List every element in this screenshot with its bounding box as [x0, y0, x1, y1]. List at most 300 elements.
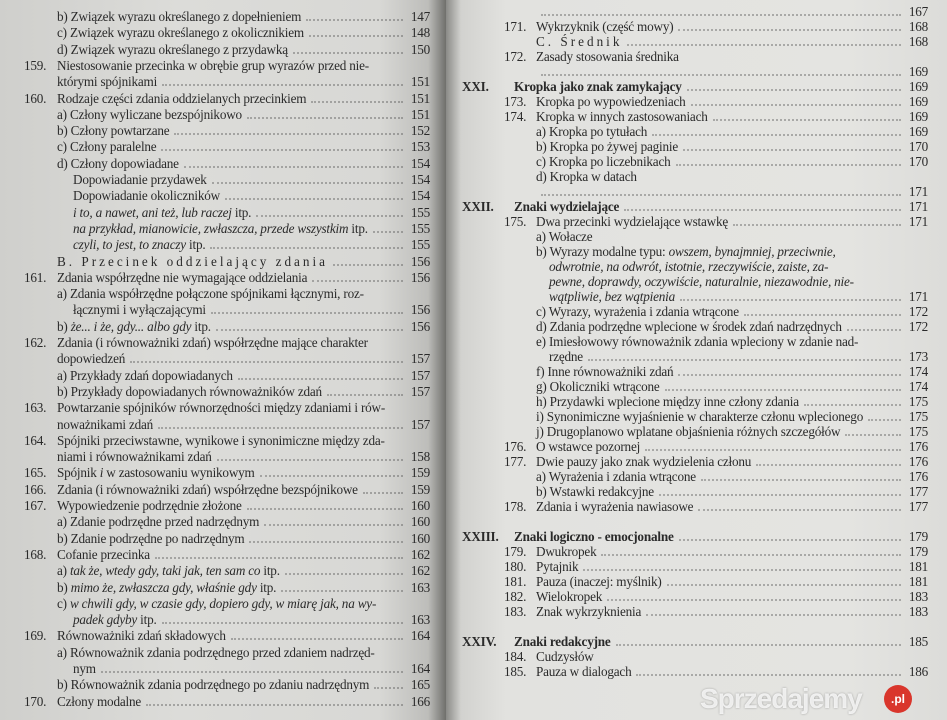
- dot-leader: [327, 394, 403, 396]
- entry-title: [57, 628, 226, 643]
- dot-leader: [845, 434, 901, 436]
- entry-title: [57, 694, 141, 709]
- entry-title: [536, 19, 673, 34]
- entry-title: [57, 368, 233, 383]
- entry-text-suffix: itp.: [256, 579, 277, 595]
- entry-title: [57, 580, 276, 595]
- entry-text: Zasady stosowania średnika: [536, 49, 679, 64]
- entry-text: Spójnik: [57, 465, 100, 481]
- toc-entry: [73, 661, 430, 676]
- toc-entry: [536, 394, 928, 409]
- entry-text: j) Drugoplanowo wplatane objaśnienia różnych szczegółów: [536, 424, 841, 439]
- page-number: 179: [908, 544, 928, 559]
- entry-text: a) Człony wyliczane bezspójnikowo: [57, 106, 242, 122]
- page-number: 177: [908, 499, 928, 514]
- entry-title: [514, 79, 682, 94]
- entry-title: [514, 529, 674, 544]
- watermark-badge: .pl: [884, 685, 912, 713]
- entry-text: b) Związek wyrazu określanego z dopełnieniem: [57, 9, 302, 24]
- entry-text: d) Zdania podrzędne wplecione w środek zdań nadrzędnych: [536, 319, 842, 334]
- entry-title: [57, 514, 259, 529]
- entry-number: 174.: [504, 109, 527, 124]
- dot-leader: [744, 314, 901, 316]
- toc-chapter-heading: [462, 634, 928, 649]
- toc-entry: [24, 90, 430, 106]
- page-number: 171: [908, 289, 928, 304]
- entry-number: 182.: [504, 589, 527, 604]
- toc-entry: [536, 244, 928, 259]
- dot-leader: [216, 329, 403, 331]
- entry-text: b) Równoważnik zdania podrzędnego po zdaniu nadrzędnym: [57, 677, 370, 693]
- entry-title: [536, 574, 662, 589]
- entry-title: [536, 109, 708, 124]
- page-number: 179: [908, 529, 928, 544]
- dot-leader: [583, 569, 901, 571]
- dot-leader: [161, 149, 403, 151]
- page-number: 172: [908, 304, 928, 319]
- toc-entry: [504, 649, 928, 664]
- entry-italic-text: czyli, to jest, to znaczy: [73, 237, 186, 253]
- toc-entry: [536, 154, 928, 169]
- dot-leader: [698, 509, 901, 511]
- page-number: 154: [410, 172, 430, 187]
- entry-number: 177.: [504, 454, 527, 469]
- dot-leader: [667, 584, 901, 586]
- entry-text: łącznymi i wyłączającymi: [73, 302, 206, 318]
- entry-title: [536, 664, 631, 679]
- dot-leader: [374, 687, 403, 689]
- page-number: 170: [908, 154, 928, 169]
- toc-entry: [536, 424, 928, 439]
- dot-leader: [231, 638, 403, 640]
- dot-leader: [678, 29, 901, 31]
- entry-title: [57, 596, 376, 611]
- entry-text: Kropka po wypowiedzeniach: [536, 94, 686, 109]
- page-number: 153: [410, 139, 430, 155]
- page-number: 151: [410, 106, 430, 122]
- entry-text: b) Wyrazy modalne typu:: [536, 244, 669, 259]
- page-number: 157: [410, 383, 430, 399]
- entry-number: XXI.: [462, 79, 489, 94]
- toc-entry: [536, 34, 928, 49]
- toc-chapter-heading: [462, 199, 928, 214]
- entry-title: [536, 559, 578, 574]
- entry-text: e) Imiesłowowy równoważnik zdania wpleciony w zdanie nad-: [536, 334, 859, 349]
- toc-entry: [24, 498, 430, 513]
- toc-entry: [57, 254, 430, 269]
- dot-leader: [256, 215, 403, 217]
- page-number: 158: [410, 449, 430, 465]
- entry-title: [536, 544, 596, 559]
- toc-entry: [57, 319, 430, 334]
- entry-title: [536, 484, 654, 499]
- entry-title: [57, 645, 375, 660]
- entry-title: [514, 634, 611, 649]
- toc-entry: [536, 124, 928, 139]
- dot-leader: [162, 622, 403, 624]
- entry-title: [536, 244, 836, 259]
- entry-title: [73, 205, 251, 220]
- entry-text: rzędne: [549, 349, 583, 364]
- toc-entry: [504, 544, 928, 559]
- entry-title: [57, 270, 307, 285]
- entry-text: Wielokropek: [536, 589, 603, 604]
- dot-leader: [652, 134, 901, 136]
- toc-entry: [536, 229, 928, 244]
- dot-leader: [174, 133, 403, 135]
- entry-title: [536, 94, 686, 109]
- entry-text: Cofanie przecinka: [57, 546, 150, 562]
- page-number: 155: [410, 220, 430, 236]
- entry-text: a): [57, 563, 70, 579]
- toc-entry: [536, 139, 928, 154]
- entry-title: [536, 469, 696, 484]
- toc-entry: [73, 221, 430, 236]
- entry-title: [536, 454, 751, 469]
- page-number: 183: [908, 604, 928, 619]
- page-number: 166: [410, 693, 430, 709]
- dot-leader: [659, 494, 901, 496]
- entry-title: [536, 34, 622, 49]
- dot-leader: [733, 224, 901, 226]
- page-number: 174: [908, 364, 928, 379]
- entry-title: [57, 139, 156, 154]
- entry-number: 185.: [504, 664, 527, 679]
- page-number: 160: [410, 530, 430, 546]
- toc-entry: [536, 319, 928, 334]
- page-number: 156: [410, 253, 430, 269]
- page-number: 186: [908, 664, 928, 679]
- toc-entry: [504, 109, 928, 124]
- dot-leader: [311, 101, 403, 103]
- entry-title: [57, 25, 304, 40]
- page-number: 157: [410, 367, 430, 383]
- entry-title: [57, 400, 385, 415]
- toc-entry: [536, 409, 928, 424]
- dot-leader: [687, 89, 901, 91]
- toc-entry: [57, 449, 430, 464]
- entry-text: Kropka jako znak zamykający: [514, 79, 682, 94]
- entry-text: Pauza w dialogach: [536, 664, 632, 679]
- entry-text: c): [57, 595, 70, 611]
- toc-entry: [504, 214, 928, 229]
- entry-text: Pauza (inaczej: myślnik): [536, 574, 662, 589]
- entry-number: 175.: [504, 214, 527, 229]
- entry-italic-text: pewne, doprawdy, oczywiście, naturalnie, niezawodnie, nie-: [549, 274, 854, 289]
- toc-entry: [504, 439, 928, 454]
- entry-title: [536, 154, 671, 169]
- entry-number: 165.: [24, 465, 47, 481]
- entry-text: f) Inne równoważniki zdań: [536, 364, 674, 379]
- entry-title: [536, 424, 840, 439]
- dot-leader: [309, 35, 403, 37]
- dot-leader: [624, 209, 901, 211]
- entry-italic-text: odwrotnie, na odwrót, istotnie, rzeczywiście, zaiste, za-: [549, 259, 829, 274]
- entry-text: d) Kropka w datach: [536, 169, 637, 184]
- page-number: 162: [410, 546, 430, 562]
- page-number: 171: [908, 214, 928, 229]
- toc-entry: [57, 286, 430, 301]
- entry-title: [57, 498, 242, 513]
- dot-leader: [588, 359, 901, 361]
- toc-entry: [57, 351, 430, 366]
- dot-leader: [373, 231, 403, 233]
- page-number: 176: [908, 469, 928, 484]
- dot-leader: [804, 404, 901, 406]
- toc-entry: [57, 156, 430, 171]
- toc-entry: [57, 645, 430, 660]
- entry-title: [536, 319, 842, 334]
- entry-title: [57, 123, 169, 138]
- dot-leader: [616, 644, 901, 646]
- entry-number: 184.: [504, 649, 527, 664]
- toc-entry: [549, 349, 928, 364]
- toc-entry: [73, 172, 430, 187]
- dot-leader: [679, 539, 901, 541]
- dot-leader: [247, 508, 403, 510]
- dot-leader: [363, 492, 403, 494]
- toc-entry: [536, 4, 928, 19]
- entry-title: [536, 124, 647, 139]
- dot-leader: [210, 247, 403, 249]
- page-number: 185: [908, 634, 928, 649]
- entry-italic-text: że... i że, gdy... albo gdy: [70, 318, 192, 334]
- toc-entry: [504, 589, 928, 604]
- toc-entry: [57, 677, 430, 692]
- toc-entry: [57, 514, 430, 529]
- entry-italic-text: na przykład, mianowicie, zwłaszcza, przede wszystkim: [73, 220, 349, 236]
- entry-text-suffix: itp.: [137, 612, 157, 628]
- page-number: 151: [410, 90, 430, 106]
- page-number: 173: [908, 349, 928, 364]
- page-number: 169: [908, 64, 928, 79]
- toc-entry: [73, 205, 430, 220]
- toc-entry: [549, 289, 928, 304]
- toc-entry: [24, 432, 430, 448]
- entry-title: [57, 482, 358, 497]
- entry-title: [73, 172, 207, 187]
- dot-leader: [212, 182, 403, 184]
- page-number: 150: [410, 41, 430, 57]
- toc-entry: [57, 580, 430, 595]
- page-number: 169: [908, 79, 928, 94]
- entry-title: [57, 384, 322, 399]
- entry-title: [57, 547, 150, 562]
- dot-leader: [541, 14, 901, 16]
- page-number: 181: [908, 559, 928, 574]
- entry-number: 167.: [24, 498, 47, 513]
- entry-title: [536, 409, 863, 424]
- entry-text: którymi spójnikami: [57, 74, 158, 90]
- page-number: 154: [410, 188, 430, 204]
- entry-italic-text: padek gdyby: [73, 612, 138, 628]
- toc-entry: [504, 664, 928, 679]
- entry-title: [57, 58, 369, 73]
- dot-leader: [184, 166, 403, 168]
- dot-leader: [249, 541, 403, 543]
- dot-leader: [868, 419, 901, 421]
- entry-title: [536, 304, 739, 319]
- dot-leader: [627, 44, 901, 46]
- entry-text: b) Kropka po żywej paginie: [536, 139, 679, 154]
- dot-leader: [146, 704, 403, 706]
- dot-leader: [285, 573, 403, 575]
- toc-entry: [24, 269, 430, 285]
- entry-text: Zdania współrzędne nie wymagające oddzielania: [57, 269, 308, 285]
- toc-entry: [549, 274, 928, 289]
- toc-entry: [504, 574, 928, 589]
- toc-entry: [57, 139, 430, 154]
- dot-leader: [665, 389, 901, 391]
- entry-text: Znaki wydzielające: [514, 199, 620, 214]
- page-number: 171: [908, 184, 928, 199]
- entry-title: [57, 335, 368, 350]
- entry-title: [536, 649, 594, 664]
- entry-text: Niestosowanie przecinka w obrębie grup wyrazów przed nie-: [57, 57, 369, 73]
- toc-entry: [57, 123, 430, 138]
- entry-text: noważnikami zdań: [57, 416, 154, 432]
- entry-text: nym: [73, 661, 96, 676]
- entry-title: [536, 229, 592, 244]
- entry-text-suffix: itp.: [348, 220, 368, 236]
- entry-number: 163.: [24, 400, 47, 416]
- dot-leader: [701, 479, 901, 481]
- page-number: 170: [908, 139, 928, 154]
- page-number: 183: [908, 589, 928, 604]
- entry-number: 161.: [24, 269, 47, 285]
- dot-leader: [646, 614, 901, 616]
- dot-leader: [636, 674, 901, 676]
- toc-entry: [57, 563, 430, 578]
- entry-number: 169.: [24, 628, 47, 644]
- toc-entry: [504, 559, 928, 574]
- page-number: 157: [410, 416, 430, 432]
- entry-italic-text: i to, a nawet, ani też, lub raczej: [73, 204, 232, 220]
- page-number: 157: [410, 351, 430, 367]
- entry-text-suffix: itp.: [191, 318, 211, 334]
- entry-text-suffix: w zastosowaniu wynikowym: [103, 465, 255, 481]
- entry-text: a) Zdania współrzędne połączone spójnikami łącznymi, roz-: [57, 286, 364, 302]
- entry-text: Znaki redakcyjne: [514, 634, 611, 649]
- entry-title: [57, 156, 179, 171]
- toc-entry: [24, 693, 430, 709]
- toc-entry: [536, 334, 928, 349]
- page-number: 156: [410, 269, 430, 285]
- entry-text: b) Zdanie podrzędne po nadrzędnym: [57, 530, 245, 546]
- dot-leader: [847, 329, 901, 331]
- entry-text: Dopowiadanie okoliczników: [73, 188, 220, 204]
- entry-number: 166.: [24, 481, 47, 497]
- entry-text: Dwa przecinki wydzielające wstawkę: [536, 214, 729, 229]
- page-number: 159: [410, 465, 430, 481]
- dot-leader: [312, 280, 403, 282]
- entry-text: Człony modalne: [57, 693, 142, 709]
- entry-text: g) Okoliczniki wtrącone: [536, 379, 660, 394]
- toc-entry: [504, 604, 928, 619]
- entry-text: Wypowiedzenie podrzędnie złożone: [57, 498, 242, 513]
- entry-text: h) Przydawki wplecione między inne człony zdania: [536, 394, 799, 409]
- entry-title: [536, 499, 693, 514]
- dot-leader: [155, 557, 403, 559]
- entry-title: [57, 91, 306, 106]
- page-number: 165: [410, 677, 430, 693]
- page-number: 175: [908, 394, 928, 409]
- entry-title: [57, 531, 244, 546]
- toc-entry: [57, 107, 430, 122]
- dot-leader: [691, 104, 901, 106]
- toc-entry: [24, 335, 430, 350]
- page-number: 154: [410, 155, 430, 171]
- watermark-logo: Sprzedajemy: [700, 683, 862, 714]
- entry-italic-text: wątpliwie, bez wątpienia: [549, 289, 675, 304]
- dot-leader: [247, 117, 403, 119]
- entry-number: 178.: [504, 499, 527, 514]
- entry-text: a) Równoważnik zdania podrzędnego przed zdaniem nadrzęd-: [57, 644, 375, 660]
- dot-leader: [264, 524, 403, 526]
- dot-leader: [683, 149, 901, 151]
- entry-number: 172.: [504, 49, 527, 64]
- page-number: 155: [410, 237, 430, 253]
- entry-text: b) Wstawki redakcyjne: [536, 484, 654, 499]
- page-number: 174: [908, 379, 928, 394]
- dot-leader: [238, 378, 403, 380]
- entry-title: [73, 221, 368, 236]
- dot-leader: [217, 459, 403, 461]
- entry-text: Cudzysłów: [536, 649, 594, 664]
- dot-leader: [260, 475, 403, 477]
- entry-title: [536, 334, 858, 349]
- entry-text-suffix: itp.: [185, 237, 206, 253]
- dot-leader: [680, 299, 901, 301]
- page-number: 156: [410, 318, 430, 334]
- entry-title: [514, 199, 619, 214]
- entry-number: 171.: [504, 19, 527, 34]
- toc-entry: [536, 169, 928, 184]
- entry-text-suffix: itp.: [260, 563, 280, 579]
- entry-number: 164.: [24, 432, 47, 448]
- page-number: 169: [908, 94, 928, 109]
- toc-entry: [24, 400, 430, 416]
- entry-text: Zdania (i równoważniki zdań) współrzędne bezspójnikowe: [57, 481, 358, 497]
- dot-leader: [211, 312, 403, 314]
- entry-title: [73, 237, 205, 252]
- dot-leader: [541, 74, 901, 76]
- entry-number: 162.: [24, 335, 47, 350]
- toc-entry: [536, 364, 928, 379]
- entry-italic-text: i: [99, 465, 104, 481]
- entry-number: 180.: [504, 559, 527, 574]
- entry-italic-text: tak że, wtedy gdy, taki jak, ten sam co: [69, 563, 261, 579]
- entry-text: a) Wyrażenia i zdania wtrącone: [536, 469, 696, 484]
- entry-text: a) Zdanie podrzędne przed nadrzędnym: [57, 514, 260, 530]
- entry-title: [57, 107, 242, 122]
- entry-text: Powtarzanie spójników równorzędności między zdaniami i rów-: [57, 400, 386, 416]
- page-number: 172: [908, 319, 928, 334]
- page-number: 151: [410, 74, 430, 90]
- toc-entry: [536, 184, 928, 199]
- entry-text: c) Człony paralelne: [57, 139, 157, 155]
- page-number: 175: [908, 424, 928, 439]
- entry-text: d) Człony dopowiadane: [57, 155, 179, 171]
- dot-leader: [333, 264, 403, 266]
- toc-entry: [24, 546, 430, 562]
- entry-title: [549, 259, 828, 274]
- entry-title: [57, 319, 211, 334]
- page-number: 148: [410, 25, 430, 41]
- entry-title: [73, 188, 220, 203]
- entry-text: C. Średnik: [536, 34, 623, 49]
- entry-number: XXIV.: [462, 634, 497, 649]
